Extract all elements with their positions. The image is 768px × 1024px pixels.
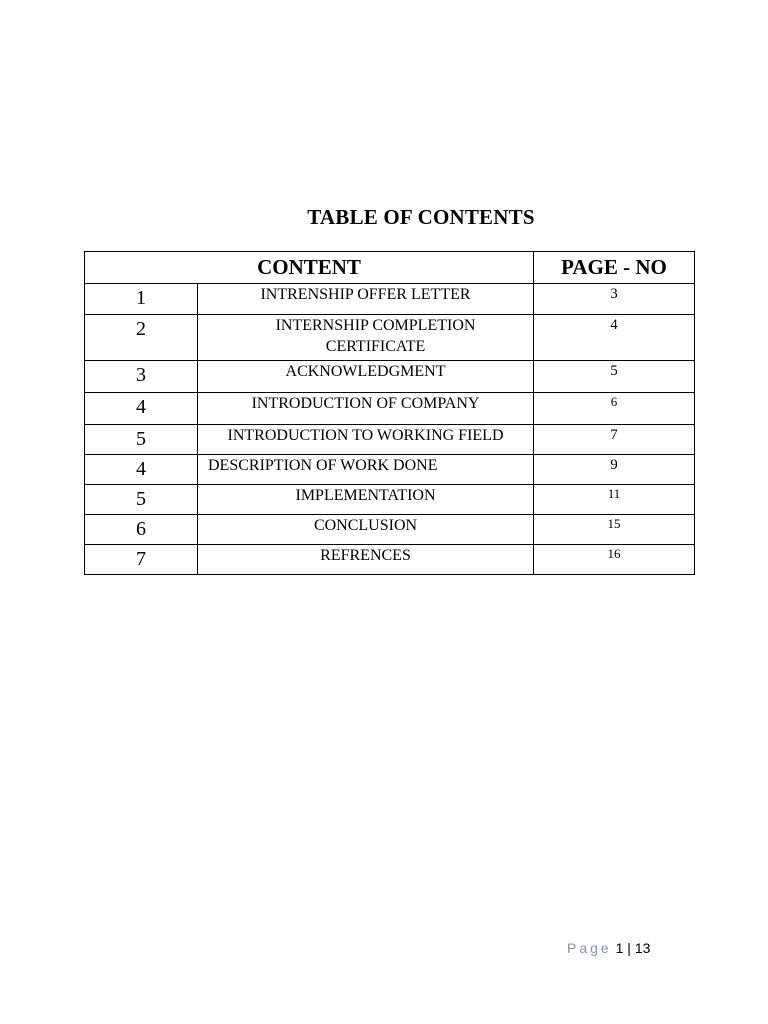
row-page: 5	[534, 361, 695, 393]
row-title: IMPLEMENTATION	[198, 485, 534, 515]
row-number: 7	[85, 545, 198, 575]
row-page: 4	[534, 315, 695, 361]
row-number: 4	[85, 393, 198, 425]
page-title: TABLE OF CONTENTS	[307, 205, 535, 229]
table-row	[85, 284, 695, 315]
row-number: 4	[85, 455, 198, 485]
table-row	[85, 545, 695, 575]
page-label: Page	[567, 940, 612, 956]
table-row	[85, 393, 695, 425]
current-page-number: 1	[615, 940, 624, 956]
row-page: 16	[534, 545, 695, 575]
row-page: 3	[534, 284, 695, 315]
row-title: CONCLUSION	[198, 515, 534, 545]
page-footer	[567, 940, 650, 956]
page-separator: |	[627, 940, 631, 956]
row-number: 1	[85, 284, 198, 315]
row-page: 6	[534, 393, 695, 425]
table-row	[85, 425, 695, 455]
row-number: 2	[85, 315, 198, 361]
row-number: 5	[85, 425, 198, 455]
row-title: DESCRIPTION OF WORK DONE	[198, 455, 534, 485]
total-pages: 13	[634, 940, 651, 956]
row-title: ACKNOWLEDGMENT	[198, 361, 534, 393]
table-row	[85, 485, 695, 515]
row-title: REFRENCES	[198, 545, 534, 575]
row-title: INTRODUCTION OF COMPANY	[198, 393, 534, 425]
table-row	[85, 515, 695, 545]
row-page: 7	[534, 425, 695, 455]
content-header: CONTENT	[85, 252, 534, 284]
row-title: INTERNSHIP COMPLETION CERTIFICATE	[198, 315, 534, 361]
page-no-header: PAGE - NO	[534, 252, 695, 284]
row-title: INTRODUCTION TO WORKING FIELD	[198, 425, 534, 455]
table-row	[85, 361, 695, 393]
table-row	[85, 455, 695, 485]
row-number: 6	[85, 515, 198, 545]
table-of-contents	[84, 251, 695, 575]
row-page: 9	[534, 455, 695, 485]
row-title: INTRENSHIP OFFER LETTER	[198, 284, 534, 315]
row-page: 15	[534, 515, 695, 545]
table-header-row	[85, 252, 695, 284]
row-number: 3	[85, 361, 198, 393]
row-number: 5	[85, 485, 198, 515]
table-row	[85, 315, 695, 361]
row-page: 11	[534, 485, 695, 515]
